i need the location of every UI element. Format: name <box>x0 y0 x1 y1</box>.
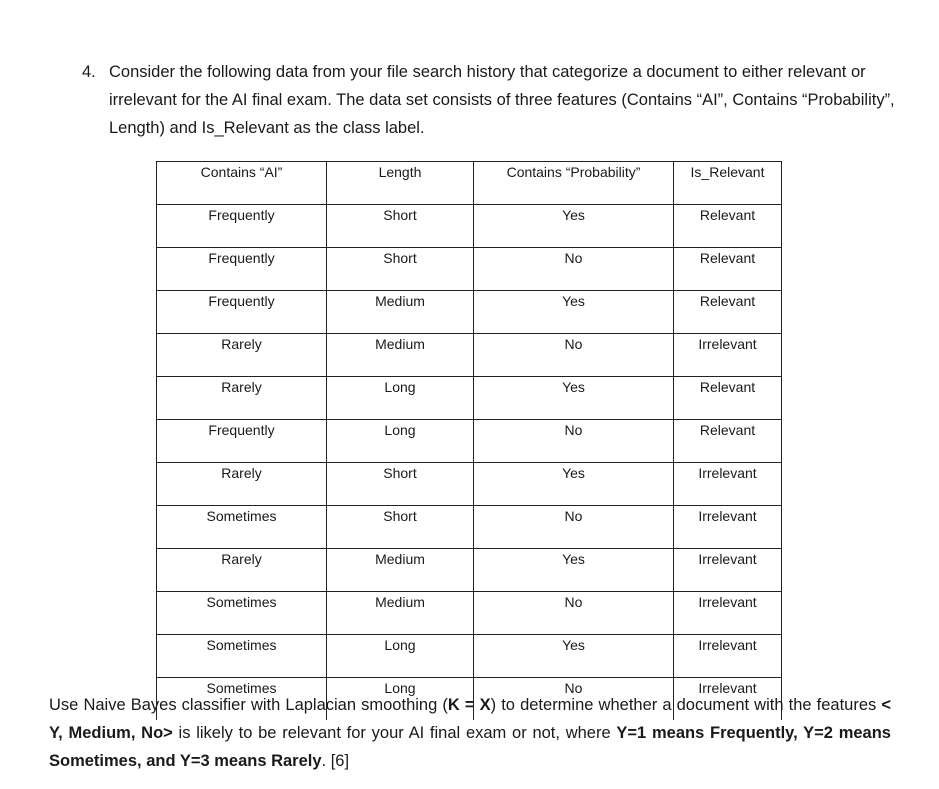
cell-length: Medium <box>327 334 474 377</box>
table-row <box>157 506 782 549</box>
cell-contains-probability: Yes <box>474 291 674 334</box>
cell-is-relevant: Irrelevant <box>674 592 782 635</box>
instruction-y-mapping: Y=1 means Frequently, Y=2 means Sometimes, and Y=3 means Rarely <box>49 724 891 770</box>
cell-is-relevant: Irrelevant <box>674 635 782 678</box>
dataset-table <box>156 161 782 720</box>
cell-length: Long <box>327 420 474 463</box>
cell-contains-probability: No <box>474 678 674 721</box>
cell-is-relevant: Relevant <box>674 377 782 420</box>
cell-contains-probability: Yes <box>474 205 674 248</box>
table-row <box>157 463 782 506</box>
cell-contains-probability: Yes <box>474 377 674 420</box>
table-row <box>157 334 782 377</box>
cell-contains-probability: Yes <box>474 463 674 506</box>
question-text: Consider the following data from your file search history that categorize a document to either relevant or irrelevant for the AI final exam. The data set consists of three features (Contains “AI”, Contains “Probability”, Length) and Is_Relevant as the class label. <box>109 63 895 137</box>
cell-length: Medium <box>327 592 474 635</box>
header-contains-probability: Contains “Probability” <box>474 162 674 205</box>
question-number: 4. <box>82 63 96 81</box>
cell-contains-probability: No <box>474 506 674 549</box>
header-length: Length <box>327 162 474 205</box>
cell-is-relevant: Irrelevant <box>674 506 782 549</box>
cell-contains-ai: Sometimes <box>157 592 327 635</box>
cell-contains-ai: Rarely <box>157 334 327 377</box>
cell-is-relevant: Irrelevant <box>674 678 782 721</box>
instruction-part-1: Use Naive Bayes classifier with Laplacian smoothing ( <box>49 696 448 714</box>
cell-contains-ai: Frequently <box>157 248 327 291</box>
cell-contains-probability: Yes <box>474 549 674 592</box>
cell-contains-ai: Frequently <box>157 205 327 248</box>
cell-is-relevant: Relevant <box>674 291 782 334</box>
cell-length: Medium <box>327 549 474 592</box>
cell-contains-ai: Frequently <box>157 420 327 463</box>
table-row <box>157 291 782 334</box>
cell-contains-ai: Rarely <box>157 377 327 420</box>
table-row <box>157 592 782 635</box>
table-row <box>157 549 782 592</box>
cell-contains-probability: No <box>474 248 674 291</box>
cell-length: Short <box>327 205 474 248</box>
cell-is-relevant: Relevant <box>674 420 782 463</box>
table-row <box>157 248 782 291</box>
cell-contains-ai: Rarely <box>157 463 327 506</box>
instruction-smoothing-constant: K = X <box>447 696 491 714</box>
cell-length: Long <box>327 635 474 678</box>
table-row <box>157 420 782 463</box>
cell-length: Short <box>327 506 474 549</box>
cell-contains-ai: Rarely <box>157 549 327 592</box>
instruction-text <box>49 691 891 775</box>
instruction-part-2: ) to determine whether a document with the features <box>490 696 882 714</box>
cell-contains-ai: Frequently <box>157 291 327 334</box>
cell-is-relevant: Irrelevant <box>674 463 782 506</box>
header-contains-ai: Contains “AI” <box>157 162 327 205</box>
instruction-part-3: is likely to be relevant for your AI final exam or not, where <box>172 724 617 742</box>
table-row <box>157 635 782 678</box>
cell-contains-probability: No <box>474 334 674 377</box>
instruction-features: < Y, Medium, No> <box>49 696 892 742</box>
table-body <box>157 205 782 721</box>
cell-is-relevant: Relevant <box>674 205 782 248</box>
cell-length: Medium <box>327 291 474 334</box>
header-is-relevant: Is_Relevant <box>674 162 782 205</box>
cell-length: Long <box>327 377 474 420</box>
cell-length: Long <box>327 678 474 721</box>
table-row <box>157 205 782 248</box>
cell-contains-probability: No <box>474 420 674 463</box>
cell-is-relevant: Irrelevant <box>674 334 782 377</box>
cell-is-relevant: Irrelevant <box>674 549 782 592</box>
cell-contains-ai: Sometimes <box>157 678 327 721</box>
table-header-row <box>157 162 782 205</box>
cell-contains-ai: Sometimes <box>157 506 327 549</box>
cell-contains-ai: Sometimes <box>157 635 327 678</box>
table-row <box>157 377 782 420</box>
cell-length: Short <box>327 248 474 291</box>
cell-is-relevant: Relevant <box>674 248 782 291</box>
cell-length: Short <box>327 463 474 506</box>
instruction-part-4: . [6] <box>321 752 350 770</box>
cell-contains-probability: No <box>474 592 674 635</box>
cell-contains-probability: Yes <box>474 635 674 678</box>
